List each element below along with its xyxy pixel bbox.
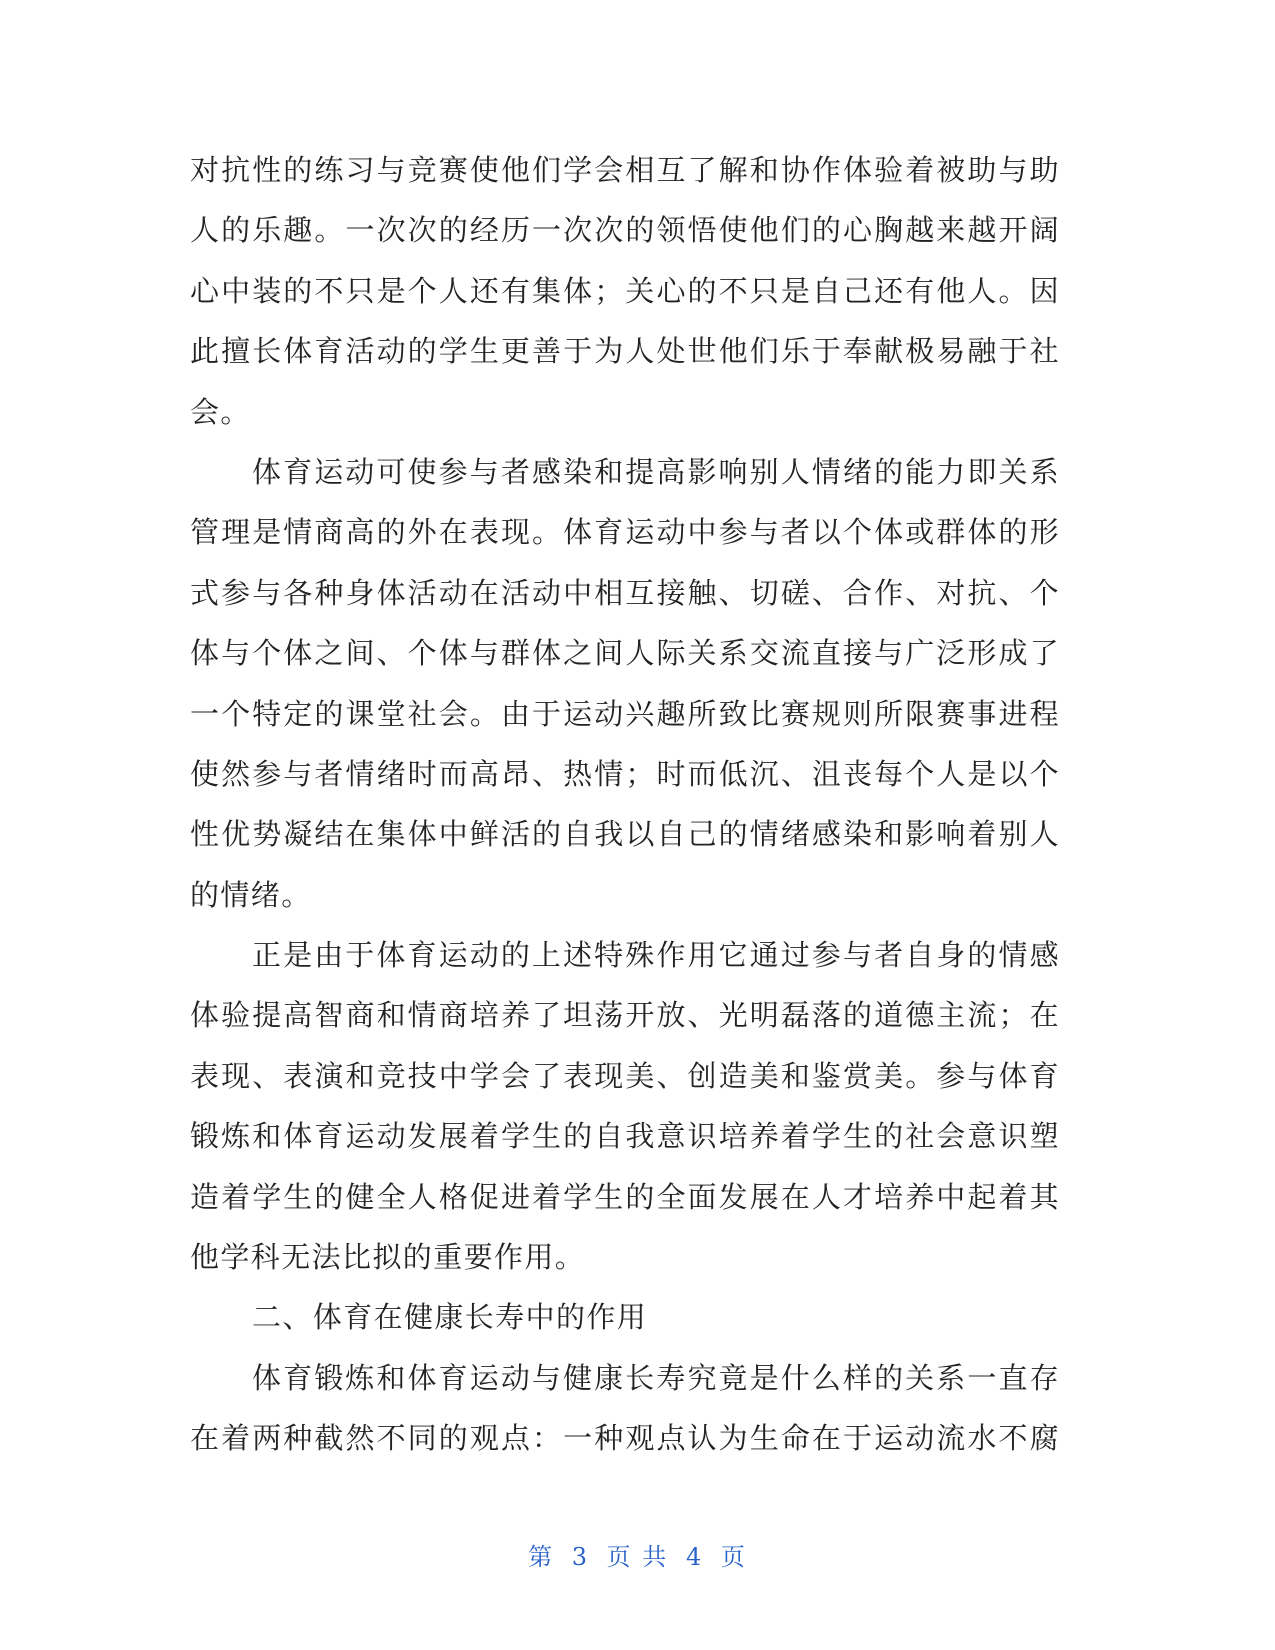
footer-current-page: 3: [571, 1543, 590, 1571]
text-line: 体验提高智商和情商培养了坦荡开放、光明磊落的道德主流；在: [190, 998, 1060, 1033]
footer-suffix: 页: [720, 1543, 747, 1571]
footer-prefix: 第: [528, 1543, 555, 1571]
text-line: 此擅长体育活动的学生更善于为人处世他们乐于奉献极易融于社: [190, 334, 1060, 369]
footer-total-pages: 4: [685, 1543, 704, 1571]
text-line: 一个特定的课堂社会。由于运动兴趣所致比赛规则所限赛事进程: [190, 696, 1060, 731]
text-line: 的情绪。: [190, 877, 312, 912]
text-line: 对抗性的练习与竞赛使他们学会相互了解和协作体验着被助与助: [190, 153, 1060, 187]
text-line: 在着两种截然不同的观点：一种观点认为生命在于运动流水不腐: [190, 1421, 1060, 1456]
text-line: 性优势凝结在集体中鲜活的自我以自己的情绪感染和影响着别人: [190, 817, 1060, 852]
text-line: 表现、表演和竞技中学会了表现美、创造美和鉴赏美。参与体育: [190, 1058, 1060, 1093]
text-line: 体与个体之间、个体与群体之间人际关系交流直接与广泛形成了: [190, 636, 1060, 671]
text-line: 正是由于体育运动的上述特殊作用它通过参与者自身的情感: [252, 938, 1060, 973]
text-line: 体育锻炼和体育运动与健康长寿究竟是什么样的关系一直存: [252, 1360, 1060, 1395]
text-line: 体育运动可使参与者感染和提高影响别人情绪的能力即关系: [252, 454, 1060, 489]
text-line: 造着学生的健全人格促进着学生的全面发展在人才培养中起着其: [190, 1179, 1060, 1214]
text-line: 会。: [190, 394, 251, 429]
page-footer: [0, 1537, 1275, 1572]
text-line: 二、体育在健康长寿中的作用: [252, 1300, 648, 1335]
text-line: 式参与各种身体活动在活动中相互接触、切磋、合作、对抗、个: [190, 575, 1060, 610]
text-line: 人的乐趣。一次次的经历一次次的领悟使他们的心胸越来越开阔: [190, 213, 1060, 248]
footer-middle: 页 共: [606, 1543, 669, 1571]
text-line: 使然参与者情绪时而高昂、热情；时而低沉、沮丧每个人是以个: [190, 756, 1060, 791]
text-line: 他学科无法比拟的重要作用。: [190, 1240, 586, 1275]
text-line: 管理是情商高的外在表现。体育运动中参与者以个体或群体的形: [190, 515, 1060, 550]
text-line: 心中装的不只是个人还有集体；关心的不只是自己还有他人。因: [190, 273, 1060, 308]
text-line: 锻炼和体育运动发展着学生的自我意识培养着学生的社会意识塑: [190, 1119, 1060, 1154]
document-body: [190, 140, 1060, 1469]
